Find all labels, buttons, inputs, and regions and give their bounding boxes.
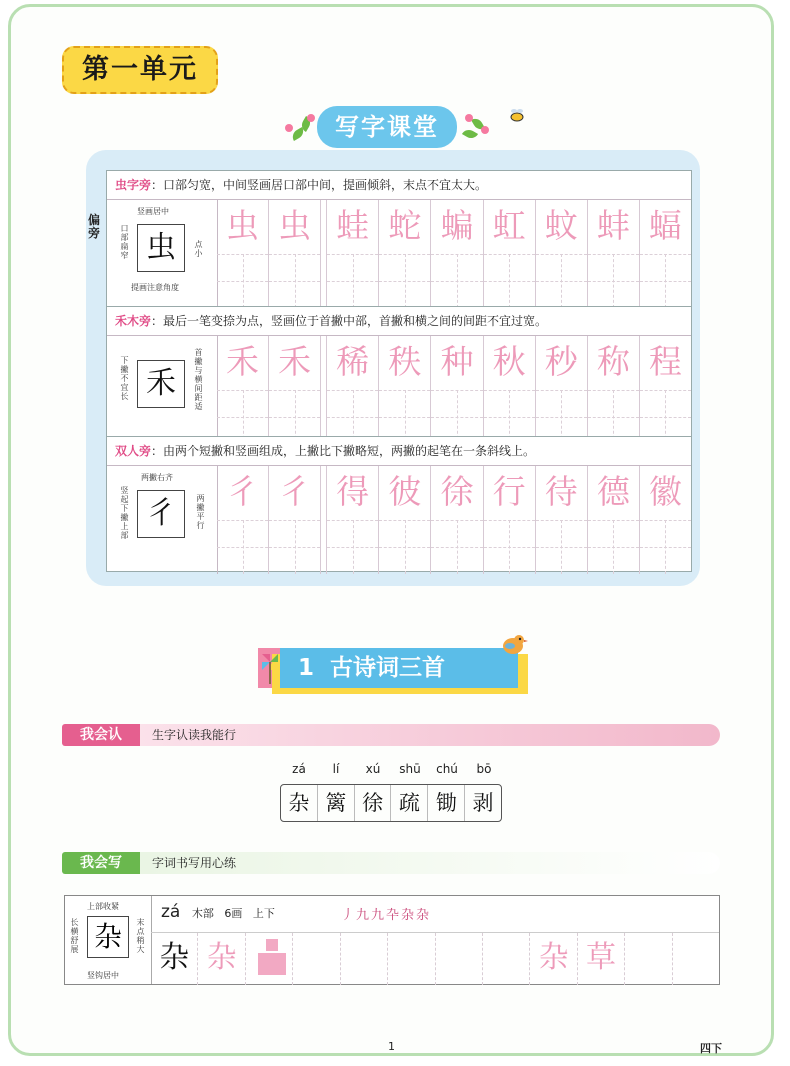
note-left: 口部扁窄: [120, 224, 129, 260]
word-box: [280, 784, 502, 822]
trace-char: 蛙: [336, 206, 370, 245]
model-char-area: [107, 466, 218, 574]
trace-char: 徽: [648, 472, 682, 511]
practice-cell[interactable]: [217, 466, 268, 574]
practice-cell[interactable]: [326, 336, 378, 444]
lesson-head: [107, 171, 691, 200]
trace-char: 蝙: [440, 206, 474, 245]
word-pinyin: shū: [399, 762, 421, 776]
practice-cell[interactable]: [430, 336, 482, 444]
radical-lesson-shuangren: [106, 436, 692, 572]
practice-cell[interactable]: [268, 336, 320, 444]
practice-cell[interactable]: [217, 200, 268, 308]
note-right: 首撇与横间距适: [194, 348, 203, 411]
write-model-char: 杂: [87, 916, 129, 958]
section-recognize: [62, 724, 720, 746]
trace-char: 秒: [544, 342, 578, 381]
radical-name: 虫字旁: [115, 178, 152, 192]
note-right: 两撇平行: [196, 494, 205, 530]
practice-cell[interactable]: [587, 200, 639, 308]
practice-cell[interactable]: [587, 336, 639, 444]
note-top: 两撇右齐: [141, 473, 173, 482]
trace-char: 虫: [226, 206, 260, 245]
flower-icon: [465, 114, 473, 122]
model-char-area: [107, 200, 218, 308]
lesson-number: 1: [298, 655, 315, 681]
trace-char: 德: [596, 472, 630, 511]
trace-char: 徐: [440, 472, 474, 511]
word-pinyin: lí: [332, 762, 340, 776]
trace-char: 禾: [278, 342, 312, 381]
radical-desc: ：最后一笔变捺为点，竖画位于首撇中部，首撇和横之间的间距不宜过宽。: [151, 314, 548, 328]
section-tag: 我会认: [62, 724, 140, 746]
lesson-title: [258, 648, 528, 694]
stroke-order: 丿九九卆杂杂: [341, 908, 432, 923]
practice-cell[interactable]: [378, 336, 430, 444]
trace-char: 虫: [278, 206, 312, 245]
lesson-head: [107, 437, 691, 466]
trace-char: 彳: [278, 472, 312, 511]
note-bottom: 竖钩居中: [87, 971, 119, 980]
trace-char: 蚌: [596, 206, 630, 245]
practice-cell[interactable]: [430, 466, 482, 574]
unit-title: 第一单元: [62, 46, 218, 94]
model-char-area: [107, 336, 218, 444]
section-tag: 我会写: [62, 852, 140, 874]
practice-cell[interactable]: [483, 466, 535, 574]
page-number: 1: [388, 1040, 395, 1053]
char-info: [161, 902, 275, 922]
trace-char: 秋: [492, 342, 526, 381]
write-cell[interactable]: [387, 933, 434, 985]
practice-cell[interactable]: [217, 336, 268, 444]
write-cell[interactable]: [292, 933, 339, 985]
write-cell[interactable]: 草: [577, 933, 624, 985]
word-pinyin: zá: [292, 762, 306, 776]
lesson-title-bar: [280, 648, 518, 688]
flower-icon: [307, 114, 315, 122]
trace-char: 稀: [336, 342, 370, 381]
practice-cell[interactable]: [483, 200, 535, 308]
model-char: 禾: [137, 360, 185, 408]
word-pinyin: bō: [476, 762, 492, 776]
note-left: 下撇不宜长: [120, 356, 129, 401]
word-char: 杂: [288, 791, 310, 815]
word-char: 疏: [390, 785, 427, 821]
write-grid: [151, 932, 719, 985]
trace-char: 蚊: [544, 206, 578, 245]
trace-char: 虹: [492, 206, 526, 245]
lesson-head: [107, 307, 691, 336]
radical-lesson-he: [106, 306, 692, 444]
practice-cell[interactable]: [326, 200, 378, 308]
note-top: 竖画居中: [137, 207, 169, 216]
write-cell[interactable]: [340, 933, 387, 985]
practice-cell[interactable]: [639, 200, 691, 308]
grade-label: 四下: [700, 1042, 722, 1055]
trace-char: 行: [492, 472, 526, 511]
note-top: 上部收紧: [87, 902, 119, 911]
char-strokes: 6画: [224, 907, 243, 920]
leaf-icon: [462, 127, 478, 141]
bird-icon: [498, 630, 528, 658]
write-cell[interactable]: 杂: [529, 933, 576, 985]
write-cell[interactable]: [482, 933, 529, 985]
write-cell[interactable]: [435, 933, 482, 985]
word-char: 锄: [427, 785, 464, 821]
practice-grid: [217, 336, 691, 444]
word-pinyin: xú: [365, 762, 381, 776]
side-label: 偏旁: [88, 213, 101, 240]
practice-cell[interactable]: [268, 466, 320, 574]
pinwheel-icon: [258, 650, 282, 686]
practice-grid: [217, 466, 691, 574]
trace-char: 蛇: [388, 206, 422, 245]
char-structure: 上下: [252, 907, 275, 920]
trace-char: 程: [648, 342, 682, 381]
practice-cell[interactable]: [378, 200, 430, 308]
write-practice: [64, 895, 720, 985]
model-char: 虫: [137, 224, 185, 272]
practice-cell[interactable]: [587, 466, 639, 574]
trace-char: 彼: [388, 472, 422, 511]
word-char: 剥: [464, 785, 501, 821]
section-text: 字词书写用心练: [152, 856, 237, 870]
practice-cell[interactable]: [639, 466, 691, 574]
trace-char: 禾: [226, 342, 260, 381]
trace-char: 种: [440, 342, 474, 381]
note-bottom: 提画注意角度: [131, 283, 179, 292]
practice-cell[interactable]: [535, 336, 587, 444]
section-write: [62, 852, 720, 874]
radical-lesson-chong: [106, 170, 692, 308]
trace-char: 秩: [388, 342, 422, 381]
practice-cell[interactable]: [430, 200, 482, 308]
flower-icon: [285, 124, 293, 132]
radical-name: 双人旁: [115, 444, 152, 458]
write-cell: 杂: [159, 940, 190, 975]
flower-icon: [481, 126, 489, 134]
trace-char: 称: [596, 342, 630, 381]
note-left: 长横舒展: [70, 918, 79, 954]
lesson-name: 古诗词三首: [330, 655, 446, 681]
trace-char: 待: [544, 472, 578, 511]
model-char: 彳: [137, 490, 185, 538]
write-cell[interactable]: [624, 933, 671, 985]
practice-cell[interactable]: [378, 466, 430, 574]
practice-cell[interactable]: [535, 200, 587, 308]
write-cell[interactable]: [245, 933, 292, 985]
bee-icon: [508, 108, 526, 122]
write-cell[interactable]: [672, 933, 719, 985]
practice-cell[interactable]: [326, 466, 378, 574]
note-right: 点小: [194, 240, 203, 258]
radical-name: 禾木旁: [115, 314, 152, 328]
word-char: 徐: [354, 785, 391, 821]
radical-desc: ：口部匀宽，中间竖画居口部中间，提画倾斜，末点不宜太大。: [151, 178, 488, 192]
trace-char: 得: [336, 472, 370, 511]
note-right: 末点稍大: [136, 918, 145, 954]
writing-class-banner: [285, 104, 495, 154]
write-cell[interactable]: 杂: [197, 933, 244, 985]
practice-cell[interactable]: [535, 466, 587, 574]
write-model-area: [65, 896, 152, 984]
practice-cell[interactable]: [639, 336, 691, 444]
char-pinyin: zá: [161, 902, 181, 922]
word-pinyin: chú: [436, 762, 458, 776]
char-radical: 木部: [191, 907, 214, 920]
banner-title: 写字课堂: [317, 106, 457, 148]
radical-desc: ：由两个短撇和竖画组成，上撇比下撇略短，两撇的起笔在一条斜线上。: [151, 444, 536, 458]
practice-grid: [217, 200, 691, 308]
practice-cell[interactable]: [483, 336, 535, 444]
trace-char: 蝠: [648, 206, 682, 245]
note-left: 竖起下撇上部: [120, 486, 129, 540]
word-char: 篱: [317, 785, 354, 821]
trace-char: 彳: [226, 472, 260, 511]
section-text: 生字认读我能行: [152, 728, 237, 742]
practice-cell[interactable]: [268, 200, 320, 308]
